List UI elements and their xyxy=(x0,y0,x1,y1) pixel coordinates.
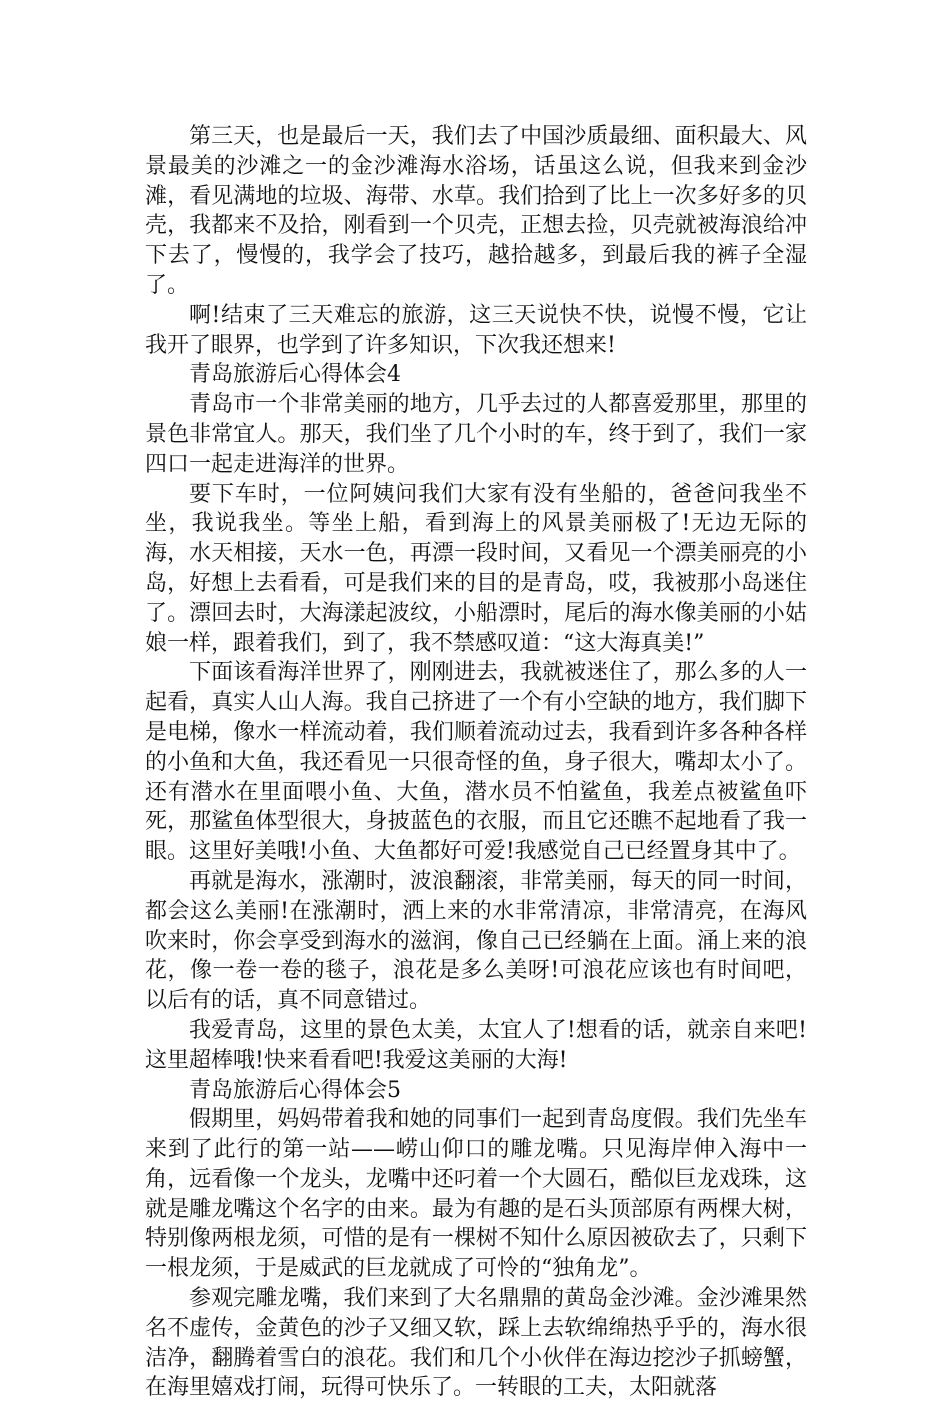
section-heading-5: 青岛旅游后心得体会5 xyxy=(189,1077,401,1103)
paragraph-trip-end: 啊!结束了三天难忘的旅游，这三天说快不快，说慢不慢，它让我开了眼界，也学到了许多知识，下次我还想来! xyxy=(145,302,807,358)
paragraph-qingdao-intro: 青岛市一个非常美丽的地方，几乎去过的人都喜爱那里，那里的景色非常宜人。那天，我们坐了几个小时的车，终于到了，我们一家四口一起走进海洋的世界。 xyxy=(145,392,807,477)
paragraph-tide: 再就是海水，涨潮时，波浪翻滚，非常美丽，每天的同一时间，都会这么美丽!在涨潮时，洒上来的水非常清凉，非常清亮，在海风吹来时，你会享受到海水的滋润，像自己已经躺在上面。涌上来的浪花，像一卷一卷的毯子，浪花是多么美呀!可浪花应该也有时间吧，以后有的话，真不同意错过。 xyxy=(145,868,807,1014)
paragraph-golden-beach: 参观完雕龙嘴，我们来到了大名鼎鼎的黄岛金沙滩。金沙滩果然名不虚传，金黄色的沙子又细又软，踩上去软绵绵热乎乎的，海水很洁净，翻腾着雪白的浪花。我们和几个小伙伴在海边挖沙子抓螃蟹，在海里嬉戏打闹，玩得可快乐了。一转眼的工夫，太阳就落 xyxy=(145,1286,807,1401)
section-heading-4: 青岛旅游后心得体会4 xyxy=(189,362,401,388)
document-body xyxy=(145,122,807,1403)
paragraph-ocean-world: 下面该看海洋世界了，刚刚进去，我就被迷住了，那么多的人一起看，真实人山人海。我自己挤进了一个有小空缺的地方，我们脚下是电梯，像水一样流动着，我们顺着流动过去，我看到许多各种各样的小鱼和大鱼，我还看见一只很奇怪的鱼，身子很大，嘴却太小了。还有潜水在里面喂小鱼、大鱼，潜水员不怕鲨鱼，我差点被鲨鱼吓死，那鲨鱼体型很大，身披蓝色的衣服，而且它还瞧不起地看了我一眼。这里好美哦!小鱼、大鱼都好可爱!我感觉自己已经置身其中了。 xyxy=(145,660,807,865)
paragraph-day-three: 第三天，也是最后一天，我们去了中国沙质最细、面积最大、风景最美的沙滩之一的金沙滩海水浴场，话虽这么说，但我来到金沙滩，看见满地的垃圾、海带、水草。我们拾到了比上一次多好多的贝壳，我都来不及拾，刚看到一个贝壳，正想去捡，贝壳就被海浪给冲下去了，慢慢的，我学会了技巧，越拾越多，到最后我的裤子全湿了。 xyxy=(145,124,807,298)
paragraph-love-qingdao: 我爱青岛，这里的景色太美，太宜人了!想看的话，就亲自来吧!这里超棒哦!快来看看吧!我爱这美丽的大海! xyxy=(145,1017,807,1073)
paragraph-boat-ride: 要下车时，一位阿姨问我们大家有没有坐船的，爸爸问我坐不坐，我说我坐。等坐上船，看到海上的风景美丽极了!无边无际的海，水天相接，天水一色，再漂一段时间，又看见一个漂美丽亮的小岛，好想上去看看，可是我们来的目的是青岛，哎，我被那小岛迷住了。漂回去时，大海漾起波纹，小船漂时，尾后的海水像美丽的小姑娘一样，跟着我们，到了，我不禁感叹道：“这大海真美!” xyxy=(145,481,807,656)
paragraph-dragon-mouth: 假期里，妈妈带着我和她的同事们一起到青岛度假。我们先坐车来到了此行的第一站——崂山仰口的雕龙嘴。只见海岸伸入海中一角，远看像一个龙头，龙嘴中还叼着一个大圆石，酷似巨龙戏珠，这就是雕龙嘴这个名字的由来。最为有趣的是石头顶部原有两棵大树，特别像两根龙须，可惜的是有一棵树不知什么原因被砍去了，只剩下一根龙须，于是威武的巨龙就成了可怜的“独角龙”。 xyxy=(145,1107,807,1282)
